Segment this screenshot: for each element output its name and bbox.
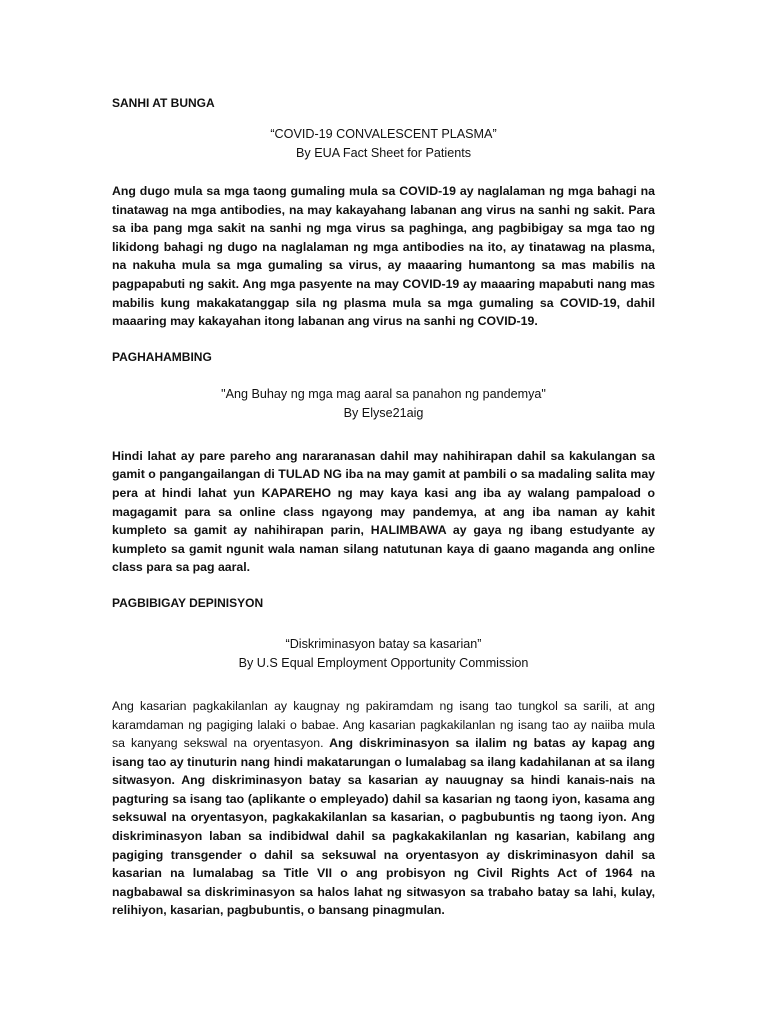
section-heading-paghahambing: PAGHAHAMBING xyxy=(112,349,212,364)
body-light-text: Ang kasarian pagkakilanlan ay kaugnay ng pakiramdam ng isang tao tungkol sa sarili, at ang karamdaman ng pagiging lalaki o babae. Ang kasarian pagkakilanlan ng isang tao ay naiiba mula sa kanyang sekswal na oryentasyon. xyxy=(112,698,655,751)
section-byline-eeoc: By U.S Equal Employment Opportunity Commission xyxy=(238,655,529,670)
section-byline-elyse: By Elyse21aig xyxy=(343,405,424,420)
document-page xyxy=(112,94,655,920)
body-bold-text: Ang diskriminasyon sa ilalim ng batas ay kapag ang isang tao ay tinuturin nang hindi makatarungan o lumalabag sa ilang kadahilanan at sa ilang sitwasyon. Ang diskriminasyon batay sa kasarian ay nauugnay sa hindi kanais-nais na pagturing sa isang tao (aplikante o empleyado) dahil sa kasarian ng taong iyon, kasama ang seksuwal na oryentasyon, pagkakakilanlan sa kasarian, o pagbubuntis ng taong iyon. Ang diskriminasyon laban sa indibidwal dahil sa pagkakakilanlan ng kasarian, kabilang ang pagiging transgender o dahil sa seksuwal na oryentasyon ay diskriminasyon dahil sa kasarian na lumalabag sa Title VII o ang probisyon ng Civil Rights Act of 1964 na nagbabawal sa diskriminasyon sa halos lahat ng sitwasyon sa trabaho batay sa lahi, kulay, relihiyon, kasarian, pagbubuntis, o bansang pinagmulan. xyxy=(112,736,655,918)
section-body-sanhi-at-bunga: Ang dugo mula sa mga taong gumaling mula sa COVID-19 ay naglalaman ng mga bahagi na tinatawag na mga antibodies, na may kakayahang labanan ang virus na sanhi ng sakit. Para sa iba pang mga sakit na sanhi ng mga virus sa paghinga, ang pagbibigay sa mga tao ng likidong bahagi ng dugo na naglalaman ng mga antibodies na ito, ay tinatawag na plasma, na nakuha mula sa mga gumaling sa virus, ay maaaring humantong sa mas mabilis na pagpapabuti ng sakit. Ang mga pasyente na may COVID-19 ay maaaring mapabuti nang mas mabilis kung makakatanggap sila ng plasma mula sa mga gumaling sa COVID-19, dahil maaaring may kakayahan itong labanan ang virus na sanhi ng COVID-19. xyxy=(112,184,655,329)
section-heading-pagbibigay-depinisyon: PAGBIBIGAY DEPINISYON xyxy=(112,595,264,610)
section-title-covid-plasma: “COVID-19 CONVALESCENT PLASMA” xyxy=(270,127,497,141)
section-heading-sanhi-at-bunga: SANHI AT BUNGA xyxy=(112,96,215,110)
section-title-buhay-mag-aaral: "Ang Buhay ng mga mag aaral sa panahon ng pandemya" xyxy=(221,386,546,401)
section-title-diskriminasyon: “Diskriminasyon batay sa kasarian” xyxy=(285,636,482,651)
section-body-paghahambing: Hindi lahat ay pare pareho ang nararanasan dahil may nahihirapan dahil sa kakulangan sa gamit o pangangailangan di TULAD NG iba na may gamit at pambili o sa madaling salita may pera at hindi lahat yun KAPAREHO ng may kaya kasi ang iba ay walang pampaload o magagamit para sa online class ngayong may pandemya, at ang iba naman ay kahit kumpleto sa gamit ay nahihirapan parin, HALIMBAWA ay gaya ng ibang estudyante ay kumpleto sa gamit ngunit wala naman silang natutunan kaya di gaano maganda ang online class para sa pag aaral. xyxy=(112,448,655,575)
section-body-pagbibigay-depinisyon xyxy=(112,697,655,920)
section-byline-eua: By EUA Fact Sheet for Patients xyxy=(296,146,471,160)
